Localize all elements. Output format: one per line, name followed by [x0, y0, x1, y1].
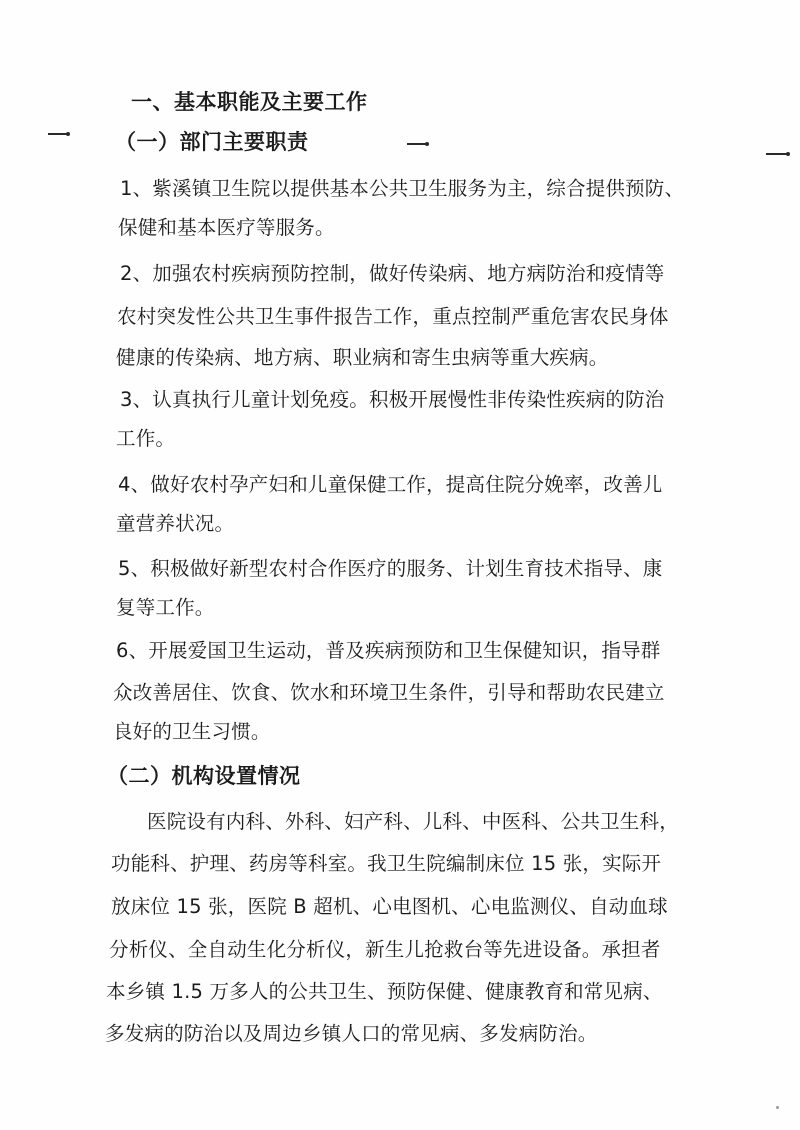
duty-line: 5、积极做好新型农村合作医疗的服务、计划生育技术指导、康 — [118, 557, 663, 580]
paragraph-line: 多发病的防治以及周边乡镇人口的常见病、多发病防治。 — [105, 1022, 598, 1045]
duty-line: 工作。 — [116, 427, 176, 450]
duty-line: 良好的卫生习惯。 — [113, 720, 271, 743]
duty-line: 2、加强农村疾病预防控制，做好传染病、地方病防治和疫情等 — [120, 262, 665, 285]
duty-line: 3、认真执行儿童计划免疫。积极开展慢性非传染性疾病的防治 — [120, 388, 665, 411]
section-title: 一、基本职能及主要工作 — [131, 90, 368, 114]
duty-line: 众改善居住、饮食、饮水和环境卫生条件，引导和帮助农民建立 — [113, 681, 665, 704]
duty-line: 复等工作。 — [116, 596, 215, 619]
duty-line: 农村突发性公共卫生事件报告工作，重点控制严重危害农民身体 — [117, 305, 669, 328]
paragraph-line: 功能科、护理、药房等科室。我卫生院编制床位 15 张，实际开 — [111, 852, 662, 875]
duty-line: 健康的传染病、地方病、职业病和寄生虫病等重大疾病。 — [116, 346, 609, 369]
duty-line: 1、紫溪镇卫生院以提供基本公共卫生服务为主，综合提供预防、 — [120, 177, 685, 200]
subsection-2-title: （二）机构设置情况 — [107, 764, 301, 788]
scan-mark-right — [766, 153, 788, 155]
paragraph-line: 医院设有内科、外科、妇产科、儿科、中医科、公共卫生科， — [147, 810, 679, 833]
scan-mark-center — [407, 143, 427, 145]
scan-speck — [776, 1106, 779, 1109]
duty-line: 4、做好农村孕产妇和儿童保健工作，提高住院分娩率，改善儿 — [118, 473, 663, 496]
duty-line: 6、开展爱国卫生运动，普及疾病预防和卫生保健知识，指导群 — [116, 639, 661, 662]
duty-line: 童营养状况。 — [116, 512, 235, 535]
paragraph-line: 放床位 15 张，医院 B 超机、心电图机、心电监测仪、自动血球 — [111, 895, 668, 918]
scan-mark-left — [48, 133, 68, 135]
duty-line: 保健和基本医疗等服务。 — [118, 216, 335, 239]
paragraph-line: 本乡镇 1.5 万多人的公共卫生、预防保健、健康教育和常见病、 — [106, 980, 663, 1003]
subsection-1-title: （一）部门主要职责 — [115, 130, 309, 154]
paragraph-line: 分析仪、全自动生化分析仪，新生儿抢救台等先进设备。承担者 — [109, 938, 661, 961]
